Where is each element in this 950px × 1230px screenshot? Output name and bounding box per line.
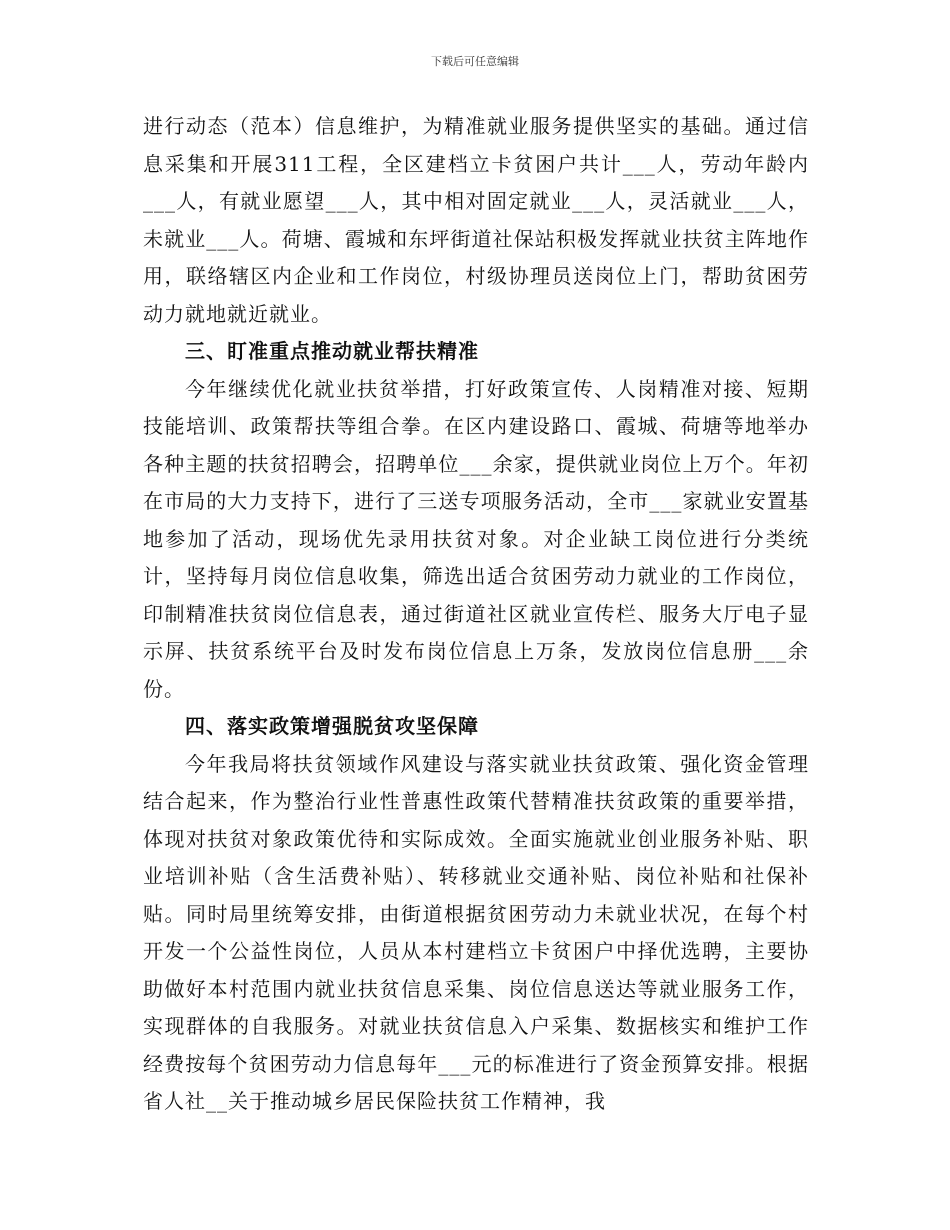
paragraph-3: 今年我局将扶贫领域作风建设与落实就业扶贫政策、强化资金管理结合起来，作为整治行业性普惠性政策代替精准扶贫政策的重要举措，体现对扶贫对象政策优待和实际成效。全面实施就业创业服务补贴、职业培训补贴（含生活费补贴）、转移就业交通补贴、岗位补贴和社保补贴。同时局里统筹安排，由街道根据贫困劳动力未就业状况，在每个村开发一个公益性岗位，人员从本村建档立卡贫困户中择优选聘，主要协助做好本村范围内就业扶贫信息采集、岗位信息送达等就业服务工作，实现群体的自我服务。对就业扶贫信息入户采集、数据核实和维护工作经费按每个贫困劳动力信息每年___元的标准进行了资金预算安排。根据省人社__关于推动城乡居民保险扶贫工作精神，我	[143, 751, 809, 1113]
section-heading-4: 四、落实政策增强脱贫攻坚保障	[185, 714, 479, 738]
paragraph-2: 今年继续优化就业扶贫举措，打好政策宣传、人岗精准对接、短期技能培训、政策帮扶等组合拳。在区内建设路口、霞城、荷塘等地举办各种主题的扶贫招聘会，招聘单位___余家，提供就业岗位上万个。年初在市局的大力支持下，进行了三送专项服务活动，全市___家就业安置基地参加了活动，现场优先录用扶贫对象。对企业缺工岗位进行分类统计，坚持每月岗位信息收集，筛选出适合贫困劳动力就业的工作岗位，印制精准扶贫岗位信息表，通过街道社区就业宣传栏、服务大厅电子显示屏、扶贫系统平台及时发布岗位信息上万条，发放岗位信息册___余份。	[143, 376, 809, 701]
paragraph-1: 进行动态（范本）信息维护，为精准就业服务提供坚实的基础。通过信息采集和开展311工程，全区建档立卡贫困户共计___人，劳动年龄内___人，有就业愿望___人，其中相对固定就业___人，灵活就业___人，未就业___人。荷塘、霞城和东坪街道社保站积极发挥就业扶贫主阵地作用，联络辖区内企业和工作岗位，村级协理员送岗位上门，帮助贫困劳动力就地就近就业。	[143, 114, 809, 326]
page-header: 下载后可任意编辑	[431, 55, 519, 68]
document-body	[143, 108, 809, 1121]
section-heading-3: 三、盯准重点推动就业帮扶精准	[185, 339, 479, 363]
